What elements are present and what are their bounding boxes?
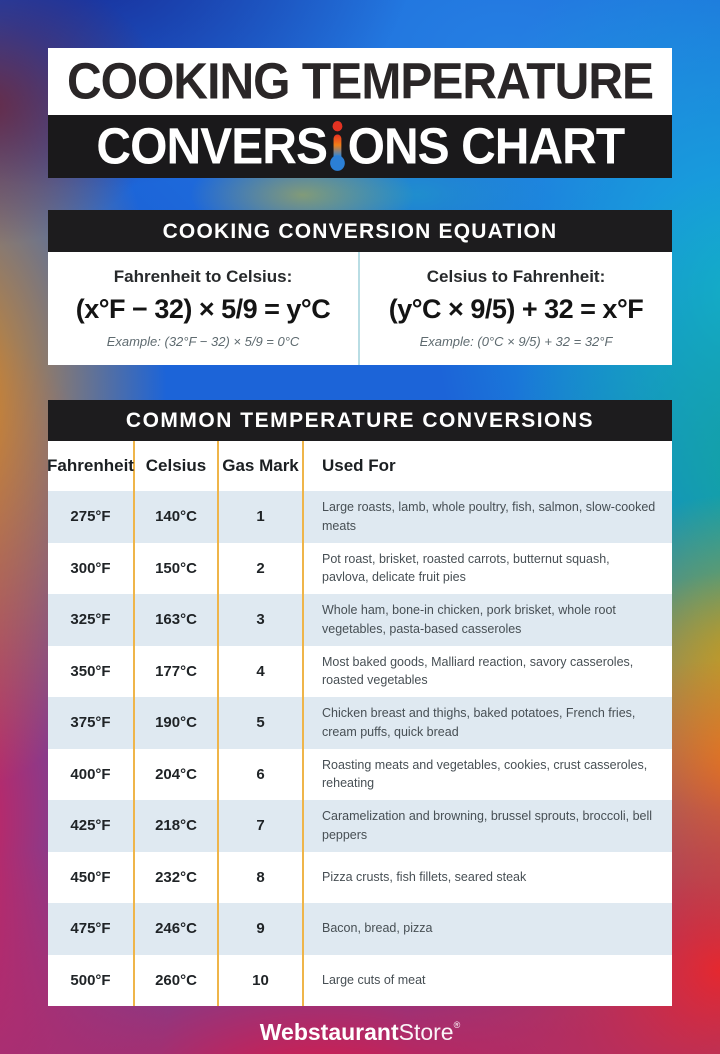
used-for-value: Large cuts of meat <box>322 972 426 987</box>
used-for-value: Pot roast, brisket, roasted carrots, butternut squash, pavlova, delicate fruit pies <box>322 551 610 585</box>
fahrenheit-value: 400°F <box>48 749 135 801</box>
thermometer-bulb <box>330 155 345 171</box>
used-for-value: Caramelization and browning, brussel sprouts, broccoli, bell peppers <box>322 809 653 842</box>
f-to-c-formula: (x°F − 32) × 5/9 = y°C <box>75 294 331 324</box>
title-line-1 <box>48 48 672 115</box>
celsius-value: 218°C <box>135 800 219 852</box>
celsius-to-fahrenheit-panel <box>360 252 672 365</box>
brand-name-light: Store <box>398 1019 454 1045</box>
celsius-value: 232°C <box>135 852 219 904</box>
title-block <box>48 48 672 178</box>
fahrenheit-value: 450°F <box>48 852 135 904</box>
brand-name-bold: Webstaurant <box>259 1019 399 1045</box>
title-line-2-text <box>96 114 624 181</box>
table-row <box>48 491 672 543</box>
title-line-1-text: COOKING TEMPERATURE <box>66 53 654 111</box>
celsius-value: 140°C <box>135 491 219 543</box>
f-to-c-example: Example: (32°F − 32) × 5/9 = 0°C <box>106 334 300 349</box>
gas-mark-value: 4 <box>219 646 304 698</box>
conversion-table-section <box>48 400 672 1006</box>
table-row <box>48 800 672 852</box>
celsius-value: 177°C <box>135 646 219 698</box>
thermometer-icon <box>330 119 345 171</box>
column-header-fahrenheit: Fahrenheit <box>48 441 135 491</box>
conversion-table <box>48 441 672 1006</box>
celsius-value: 204°C <box>135 749 219 801</box>
celsius-value: 246°C <box>135 903 219 955</box>
fahrenheit-value: 300°F <box>48 543 135 595</box>
used-for-value: Bacon, bread, pizza <box>322 921 433 936</box>
c-to-f-label: Celsius to Fahrenheit: <box>426 267 606 286</box>
title-line-2-prefix: CONVERS <box>96 118 327 176</box>
gas-mark-value: 9 <box>219 903 304 955</box>
table-row <box>48 543 672 595</box>
fahrenheit-value: 325°F <box>48 594 135 646</box>
equation-section <box>48 210 672 365</box>
column-header-celsius: Celsius <box>135 441 219 491</box>
table-header-row <box>48 441 672 491</box>
used-for-value: Most baked goods, Malliard reaction, savory casseroles, roasted vegetables <box>322 654 634 688</box>
fahrenheit-value: 275°F <box>48 491 135 543</box>
gas-mark-value: 5 <box>219 697 304 749</box>
column-header-gas-mark: Gas Mark <box>219 441 304 491</box>
fahrenheit-value: 375°F <box>48 697 135 749</box>
gas-mark-value: 7 <box>219 800 304 852</box>
fahrenheit-to-celsius-panel <box>48 252 360 365</box>
brand-footer <box>48 1019 672 1046</box>
used-for-value: Pizza crusts, fish fillets, seared steak <box>322 869 527 884</box>
table-row <box>48 646 672 698</box>
c-to-f-example: Example: (0°C × 9/5) + 32 = 32°F <box>419 334 613 349</box>
table-section-header: COMMON TEMPERATURE CONVERSIONS <box>48 400 672 441</box>
title-line-2 <box>48 115 672 178</box>
used-for-value: Roasting meats and vegetables, cookies, crust casseroles, reheating <box>322 757 648 791</box>
poster-content <box>48 0 672 1046</box>
c-to-f-formula: (y°C × 9/5) + 32 = x°F <box>388 294 644 324</box>
fahrenheit-value: 500°F <box>48 955 135 1007</box>
table-row <box>48 955 672 1007</box>
title-line-2-suffix: ONS CHART <box>347 118 624 176</box>
equation-body <box>48 252 672 365</box>
used-for-value: Whole ham, bone-in chicken, pork brisket, whole root vegetables, pasta-based casseroles <box>322 603 616 636</box>
table-row <box>48 697 672 749</box>
table-row <box>48 594 672 646</box>
thermometer-dot <box>332 121 342 131</box>
gas-mark-value: 1 <box>219 491 304 543</box>
fahrenheit-value: 475°F <box>48 903 135 955</box>
table-row <box>48 903 672 955</box>
celsius-value: 260°C <box>135 955 219 1007</box>
gas-mark-value: 6 <box>219 749 304 801</box>
gas-mark-value: 8 <box>219 852 304 904</box>
fahrenheit-value: 425°F <box>48 800 135 852</box>
table-row <box>48 749 672 801</box>
celsius-value: 150°C <box>135 543 219 595</box>
table-row <box>48 852 672 904</box>
celsius-value: 163°C <box>135 594 219 646</box>
column-header-used-for: Used For <box>322 456 396 475</box>
f-to-c-label: Fahrenheit to Celsius: <box>113 267 293 286</box>
gas-mark-value: 10 <box>219 955 304 1007</box>
gas-mark-value: 2 <box>219 543 304 595</box>
fahrenheit-value: 350°F <box>48 646 135 698</box>
celsius-value: 190°C <box>135 697 219 749</box>
used-for-value: Chicken breast and thighs, baked potatoes, French fries, cream puffs, quick bread <box>322 706 636 739</box>
equation-section-header: COOKING CONVERSION EQUATION <box>48 210 672 252</box>
registered-trademark-symbol: ® <box>453 1020 461 1030</box>
used-for-value: Large roasts, lamb, whole poultry, fish, salmon, slow-cooked meats <box>322 500 656 533</box>
gas-mark-value: 3 <box>219 594 304 646</box>
